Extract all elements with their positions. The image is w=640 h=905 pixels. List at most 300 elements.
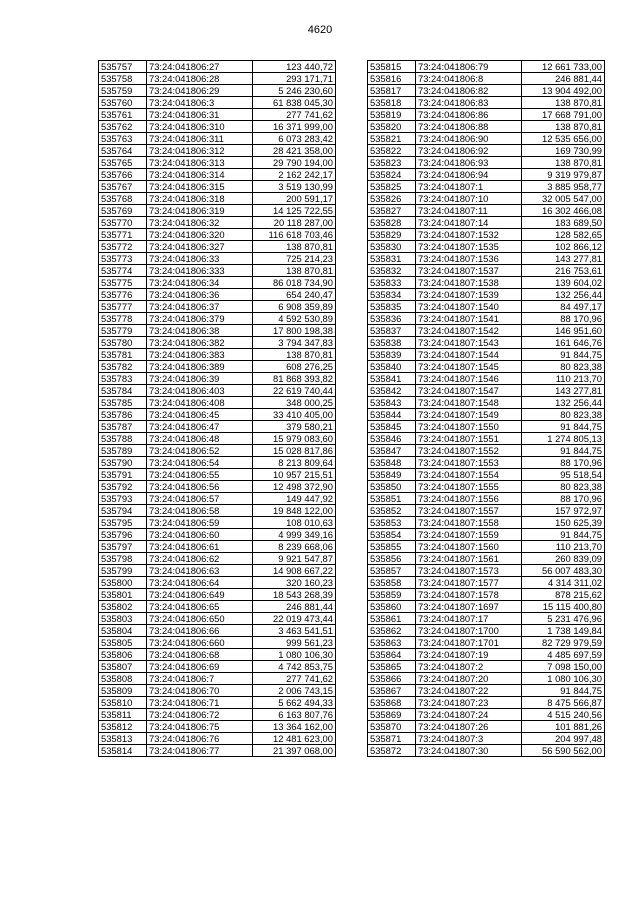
cadastral-number: 73:24:041807:1573 bbox=[416, 565, 522, 577]
table-row bbox=[368, 253, 605, 265]
row-number: 535829 bbox=[368, 229, 416, 241]
cadastral-value: 1 274 805,13 bbox=[522, 433, 605, 445]
table-row bbox=[99, 541, 336, 553]
cadastral-value: 80 823,38 bbox=[522, 481, 605, 493]
table-row bbox=[368, 457, 605, 469]
cadastral-number: 73:24:041807:17 bbox=[416, 613, 522, 625]
cadastral-value: 654 240,47 bbox=[253, 289, 336, 301]
cadastral-value: 8 213 809,64 bbox=[253, 457, 336, 469]
cadastral-value: 7 098 150,00 bbox=[522, 661, 605, 673]
cadastral-number: 73:24:041807:1547 bbox=[416, 385, 522, 397]
cadastral-value: 12 661 733,00 bbox=[522, 61, 605, 73]
cadastral-number: 73:24:041807:1532 bbox=[416, 229, 522, 241]
cadastral-number: 73:24:041807:24 bbox=[416, 709, 522, 721]
row-number: 535841 bbox=[368, 373, 416, 385]
cadastral-number: 73:24:041806:92 bbox=[416, 145, 522, 157]
table-row bbox=[368, 385, 605, 397]
cadastral-value: 161 646,76 bbox=[522, 337, 605, 349]
table-row bbox=[99, 589, 336, 601]
row-number: 535820 bbox=[368, 121, 416, 133]
cadastral-number: 73:24:041807:1541 bbox=[416, 313, 522, 325]
row-number: 535760 bbox=[99, 97, 147, 109]
row-number: 535832 bbox=[368, 265, 416, 277]
cadastral-value: 61 838 045,30 bbox=[253, 97, 336, 109]
row-number: 535759 bbox=[99, 85, 147, 97]
row-number: 535767 bbox=[99, 181, 147, 193]
cadastral-value: 80 823,38 bbox=[522, 409, 605, 421]
row-number: 535762 bbox=[99, 121, 147, 133]
cadastral-number: 73:24:041806:47 bbox=[147, 421, 253, 433]
row-number: 535870 bbox=[368, 721, 416, 733]
cadastral-number: 73:24:041807:1538 bbox=[416, 277, 522, 289]
cadastral-value: 277 741,62 bbox=[253, 109, 336, 121]
table-row bbox=[99, 469, 336, 481]
cadastral-number: 73:24:041806:70 bbox=[147, 685, 253, 697]
cadastral-value: 17 668 791,00 bbox=[522, 109, 605, 121]
cadastral-value: 12 498 372,90 bbox=[253, 481, 336, 493]
cadastral-value: 108 010,63 bbox=[253, 517, 336, 529]
table-row bbox=[99, 145, 336, 157]
cadastral-value: 4 592 530,89 bbox=[253, 313, 336, 325]
cadastral-value: 246 881,44 bbox=[253, 601, 336, 613]
row-number: 535836 bbox=[368, 313, 416, 325]
cadastral-value: 6 163 807,76 bbox=[253, 709, 336, 721]
cadastral-value: 9 921 547,87 bbox=[253, 553, 336, 565]
cadastral-value: 95 518,54 bbox=[522, 469, 605, 481]
table-row bbox=[368, 313, 605, 325]
cadastral-number: 73:24:041807:1540 bbox=[416, 301, 522, 313]
table-row bbox=[99, 685, 336, 697]
cadastral-number: 73:24:041806:59 bbox=[147, 517, 253, 529]
cadastral-value: 13 904 492,00 bbox=[522, 85, 605, 97]
cadastral-number: 73:24:041806:31 bbox=[147, 109, 253, 121]
cadastral-number: 73:24:041806:7 bbox=[147, 673, 253, 685]
cadastral-number: 73:24:041807:10 bbox=[416, 193, 522, 205]
cadastral-number: 73:24:041807:20 bbox=[416, 673, 522, 685]
table-row bbox=[368, 121, 605, 133]
table-row bbox=[368, 337, 605, 349]
cadastral-value: 88 170,96 bbox=[522, 457, 605, 469]
cadastral-number: 73:24:041806:71 bbox=[147, 697, 253, 709]
cadastral-number: 73:24:041807:1554 bbox=[416, 469, 522, 481]
table-row bbox=[368, 397, 605, 409]
cadastral-value: 348 000,25 bbox=[253, 397, 336, 409]
row-number: 535865 bbox=[368, 661, 416, 673]
cadastral-number: 73:24:041807:1697 bbox=[416, 601, 522, 613]
cadastral-number: 73:24:041807:1555 bbox=[416, 481, 522, 493]
cadastral-number: 73:24:041807:1552 bbox=[416, 445, 522, 457]
cadastral-number: 73:24:041806:66 bbox=[147, 625, 253, 637]
cadastral-value: 132 256,44 bbox=[522, 397, 605, 409]
cadastral-value: 379 580,21 bbox=[253, 421, 336, 433]
cadastral-number: 73:24:041806:319 bbox=[147, 205, 253, 217]
row-number: 535839 bbox=[368, 349, 416, 361]
cadastral-value: 132 256,44 bbox=[522, 289, 605, 301]
table-row bbox=[368, 613, 605, 625]
table-row bbox=[99, 493, 336, 505]
table-row bbox=[99, 193, 336, 205]
row-number: 535864 bbox=[368, 649, 416, 661]
table-row bbox=[368, 433, 605, 445]
table-row bbox=[368, 625, 605, 637]
cadastral-value: 88 170,96 bbox=[522, 493, 605, 505]
cadastral-number: 73:24:041807:1542 bbox=[416, 325, 522, 337]
row-number: 535850 bbox=[368, 481, 416, 493]
row-number: 535823 bbox=[368, 157, 416, 169]
row-number: 535863 bbox=[368, 637, 416, 649]
table-row bbox=[99, 325, 336, 337]
table-row bbox=[99, 133, 336, 145]
row-number: 535819 bbox=[368, 109, 416, 121]
cadastral-number: 73:24:041806:403 bbox=[147, 385, 253, 397]
cadastral-value: 10 957 215,51 bbox=[253, 469, 336, 481]
table-row bbox=[368, 577, 605, 589]
table-row bbox=[99, 373, 336, 385]
cadastral-value: 110 213,70 bbox=[522, 541, 605, 553]
cadastral-number: 73:24:041806:379 bbox=[147, 313, 253, 325]
table-row bbox=[99, 421, 336, 433]
table-row bbox=[368, 157, 605, 169]
cadastral-number: 73:24:041806:48 bbox=[147, 433, 253, 445]
row-number: 535782 bbox=[99, 361, 147, 373]
row-number: 535814 bbox=[99, 745, 147, 757]
row-number: 535845 bbox=[368, 421, 416, 433]
row-number: 535807 bbox=[99, 661, 147, 673]
cadastral-number: 73:24:041807:1560 bbox=[416, 541, 522, 553]
cadastral-number: 73:24:041807:1561 bbox=[416, 553, 522, 565]
table-row bbox=[368, 697, 605, 709]
cadastral-number: 73:24:041807:1551 bbox=[416, 433, 522, 445]
table-row bbox=[99, 601, 336, 613]
cadastral-number: 73:24:041807:1701 bbox=[416, 637, 522, 649]
cadastral-number: 73:24:041806:60 bbox=[147, 529, 253, 541]
row-number: 535854 bbox=[368, 529, 416, 541]
table-row bbox=[99, 433, 336, 445]
cadastral-number: 73:24:041806:86 bbox=[416, 109, 522, 121]
table-row bbox=[99, 109, 336, 121]
cadastral-number: 73:24:041806:310 bbox=[147, 121, 253, 133]
cadastral-number: 73:24:041806:64 bbox=[147, 577, 253, 589]
table-row bbox=[99, 253, 336, 265]
row-number: 535797 bbox=[99, 541, 147, 553]
row-number: 535806 bbox=[99, 649, 147, 661]
cadastral-number: 73:24:041806:45 bbox=[147, 409, 253, 421]
cadastral-value: 17 800 198,38 bbox=[253, 325, 336, 337]
cadastral-value: 84 497,17 bbox=[522, 301, 605, 313]
row-number: 535771 bbox=[99, 229, 147, 241]
cadastral-value: 86 018 734,90 bbox=[253, 277, 336, 289]
cadastral-number: 73:24:041806:65 bbox=[147, 601, 253, 613]
cadastral-value: 138 870,81 bbox=[253, 349, 336, 361]
cadastral-number: 73:24:041807:26 bbox=[416, 721, 522, 733]
table-row bbox=[99, 565, 336, 577]
cadastral-number: 73:24:041807:1535 bbox=[416, 241, 522, 253]
cadastral-number: 73:24:041807:1700 bbox=[416, 625, 522, 637]
row-number: 535817 bbox=[368, 85, 416, 97]
table-row bbox=[368, 205, 605, 217]
cadastral-number: 73:24:041806:320 bbox=[147, 229, 253, 241]
cadastral-number: 73:24:041806:34 bbox=[147, 277, 253, 289]
cadastral-value: 22 619 740,44 bbox=[253, 385, 336, 397]
table-row bbox=[99, 733, 336, 745]
cadastral-number: 73:24:041806:37 bbox=[147, 301, 253, 313]
row-number: 535855 bbox=[368, 541, 416, 553]
row-number: 535781 bbox=[99, 349, 147, 361]
row-number: 535780 bbox=[99, 337, 147, 349]
cadastral-value: 169 730,99 bbox=[522, 145, 605, 157]
row-number: 535802 bbox=[99, 601, 147, 613]
row-number: 535791 bbox=[99, 469, 147, 481]
cadastral-value: 725 214,23 bbox=[253, 253, 336, 265]
row-number: 535803 bbox=[99, 613, 147, 625]
cadastral-number: 73:24:041806:408 bbox=[147, 397, 253, 409]
cadastral-value: 293 171,71 bbox=[253, 73, 336, 85]
cadastral-value: 143 277,81 bbox=[522, 385, 605, 397]
cadastral-value: 216 753,61 bbox=[522, 265, 605, 277]
cadastral-number: 73:24:041806:88 bbox=[416, 121, 522, 133]
cadastral-number: 73:24:041807:3 bbox=[416, 733, 522, 745]
cadastral-value: 14 125 722,55 bbox=[253, 205, 336, 217]
right-register-table bbox=[367, 60, 605, 757]
cadastral-number: 73:24:041806:58 bbox=[147, 505, 253, 517]
right-table-body bbox=[368, 61, 605, 757]
table-row bbox=[368, 349, 605, 361]
cadastral-number: 73:24:041806:27 bbox=[147, 61, 253, 73]
cadastral-value: 20 118 287,00 bbox=[253, 217, 336, 229]
cadastral-value: 200 591,17 bbox=[253, 193, 336, 205]
table-row bbox=[99, 289, 336, 301]
row-number: 535838 bbox=[368, 337, 416, 349]
left-table-body bbox=[99, 61, 336, 757]
table-row bbox=[368, 481, 605, 493]
cadastral-value: 56 007 483,30 bbox=[522, 565, 605, 577]
row-number: 535769 bbox=[99, 205, 147, 217]
cadastral-number: 73:24:041806:68 bbox=[147, 649, 253, 661]
cadastral-number: 73:24:041806:94 bbox=[416, 169, 522, 181]
table-row bbox=[99, 85, 336, 97]
cadastral-number: 73:24:041806:8 bbox=[416, 73, 522, 85]
table-row bbox=[99, 121, 336, 133]
table-row bbox=[368, 649, 605, 661]
row-number: 535766 bbox=[99, 169, 147, 181]
page-number: 4620 bbox=[307, 24, 333, 36]
table-row bbox=[368, 469, 605, 481]
cadastral-value: 22 019 473,44 bbox=[253, 613, 336, 625]
table-row bbox=[368, 241, 605, 253]
row-number: 535790 bbox=[99, 457, 147, 469]
table-row bbox=[368, 421, 605, 433]
cadastral-number: 73:24:041806:39 bbox=[147, 373, 253, 385]
table-row bbox=[99, 481, 336, 493]
cadastral-number: 73:24:041807:1548 bbox=[416, 397, 522, 409]
table-row bbox=[368, 145, 605, 157]
row-number: 535831 bbox=[368, 253, 416, 265]
cadastral-number: 73:24:041806:93 bbox=[416, 157, 522, 169]
row-number: 535834 bbox=[368, 289, 416, 301]
cadastral-value: 1 738 149,84 bbox=[522, 625, 605, 637]
row-number: 535786 bbox=[99, 409, 147, 421]
cadastral-value: 81 868 393,82 bbox=[253, 373, 336, 385]
cadastral-number: 73:24:041806:312 bbox=[147, 145, 253, 157]
cadastral-number: 73:24:041806:62 bbox=[147, 553, 253, 565]
table-row bbox=[99, 649, 336, 661]
row-number: 535779 bbox=[99, 325, 147, 337]
row-number: 535783 bbox=[99, 373, 147, 385]
row-number: 535859 bbox=[368, 589, 416, 601]
table-row bbox=[99, 457, 336, 469]
cadastral-number: 73:24:041806:61 bbox=[147, 541, 253, 553]
table-row bbox=[368, 601, 605, 613]
table-row bbox=[99, 73, 336, 85]
cadastral-number: 73:24:041806:389 bbox=[147, 361, 253, 373]
row-number: 535857 bbox=[368, 565, 416, 577]
table-row bbox=[99, 721, 336, 733]
row-number: 535821 bbox=[368, 133, 416, 145]
cadastral-number: 73:24:041806:79 bbox=[416, 61, 522, 73]
cadastral-value: 143 277,81 bbox=[522, 253, 605, 265]
cadastral-value: 14 908 667,22 bbox=[253, 565, 336, 577]
cadastral-value: 8 239 668,06 bbox=[253, 541, 336, 553]
table-row bbox=[368, 85, 605, 97]
row-number: 535853 bbox=[368, 517, 416, 529]
cadastral-number: 73:24:041807:2 bbox=[416, 661, 522, 673]
cadastral-number: 73:24:041806:311 bbox=[147, 133, 253, 145]
cadastral-value: 4 742 853,75 bbox=[253, 661, 336, 673]
row-number: 535869 bbox=[368, 709, 416, 721]
row-number: 535816 bbox=[368, 73, 416, 85]
row-number: 535840 bbox=[368, 361, 416, 373]
cadastral-value: 91 844,75 bbox=[522, 445, 605, 457]
row-number: 535798 bbox=[99, 553, 147, 565]
row-number: 535833 bbox=[368, 277, 416, 289]
table-row bbox=[368, 661, 605, 673]
cadastral-value: 2 006 743,15 bbox=[253, 685, 336, 697]
table-row bbox=[368, 277, 605, 289]
row-number: 535812 bbox=[99, 721, 147, 733]
row-number: 535828 bbox=[368, 217, 416, 229]
row-number: 535856 bbox=[368, 553, 416, 565]
cadastral-number: 73:24:041806:660 bbox=[147, 637, 253, 649]
row-number: 535809 bbox=[99, 685, 147, 697]
cadastral-value: 3 463 541,51 bbox=[253, 625, 336, 637]
table-row bbox=[368, 325, 605, 337]
table-row bbox=[99, 697, 336, 709]
cadastral-number: 73:24:041807:1537 bbox=[416, 265, 522, 277]
row-number: 535867 bbox=[368, 685, 416, 697]
table-row bbox=[368, 565, 605, 577]
cadastral-value: 4 999 349,16 bbox=[253, 529, 336, 541]
cadastral-number: 73:24:041806:3 bbox=[147, 97, 253, 109]
cadastral-value: 5 662 494,33 bbox=[253, 697, 336, 709]
row-number: 535810 bbox=[99, 697, 147, 709]
row-number: 535799 bbox=[99, 565, 147, 577]
table-row bbox=[368, 265, 605, 277]
row-number: 535758 bbox=[99, 73, 147, 85]
table-row bbox=[368, 97, 605, 109]
table-row bbox=[368, 229, 605, 241]
row-number: 535813 bbox=[99, 733, 147, 745]
row-number: 535824 bbox=[368, 169, 416, 181]
table-row bbox=[368, 517, 605, 529]
table-row bbox=[99, 157, 336, 169]
row-number: 535830 bbox=[368, 241, 416, 253]
cadastral-value: 91 844,75 bbox=[522, 685, 605, 697]
cadastral-value: 29 790 194,00 bbox=[253, 157, 336, 169]
row-number: 535793 bbox=[99, 493, 147, 505]
cadastral-value: 16 302 466,08 bbox=[522, 205, 605, 217]
cadastral-number: 73:24:041806:75 bbox=[147, 721, 253, 733]
row-number: 535842 bbox=[368, 385, 416, 397]
cadastral-value: 878 215,62 bbox=[522, 589, 605, 601]
cadastral-value: 138 870,81 bbox=[253, 265, 336, 277]
cadastral-value: 33 410 405,00 bbox=[253, 409, 336, 421]
table-row bbox=[99, 397, 336, 409]
cadastral-value: 15 028 817,86 bbox=[253, 445, 336, 457]
table-row bbox=[368, 637, 605, 649]
cadastral-value: 3 794 347,83 bbox=[253, 337, 336, 349]
row-number: 535777 bbox=[99, 301, 147, 313]
cadastral-number: 73:24:041807:19 bbox=[416, 649, 522, 661]
table-row bbox=[368, 73, 605, 85]
table-row bbox=[99, 313, 336, 325]
table-row bbox=[99, 445, 336, 457]
table-row bbox=[368, 541, 605, 553]
cadastral-value: 12 481 623,00 bbox=[253, 733, 336, 745]
table-row bbox=[368, 373, 605, 385]
cadastral-value: 91 844,75 bbox=[522, 529, 605, 541]
cadastral-number: 73:24:041806:33 bbox=[147, 253, 253, 265]
table-row bbox=[99, 361, 336, 373]
cadastral-value: 5 246 230,60 bbox=[253, 85, 336, 97]
row-number: 535861 bbox=[368, 613, 416, 625]
table-row bbox=[99, 265, 336, 277]
cadastral-number: 73:24:041806:318 bbox=[147, 193, 253, 205]
row-number: 535761 bbox=[99, 109, 147, 121]
table-row bbox=[368, 529, 605, 541]
cadastral-value: 91 844,75 bbox=[522, 349, 605, 361]
table-row bbox=[99, 337, 336, 349]
row-number: 535872 bbox=[368, 745, 416, 757]
cadastral-value: 91 844,75 bbox=[522, 421, 605, 433]
table-row bbox=[99, 169, 336, 181]
cadastral-value: 6 908 359,89 bbox=[253, 301, 336, 313]
cadastral-value: 4 485 697,59 bbox=[522, 649, 605, 661]
row-number: 535775 bbox=[99, 277, 147, 289]
cadastral-number: 73:24:041807:1549 bbox=[416, 409, 522, 421]
table-row bbox=[368, 685, 605, 697]
row-number: 535788 bbox=[99, 433, 147, 445]
row-number: 535835 bbox=[368, 301, 416, 313]
cadastral-value: 12 535 656,00 bbox=[522, 133, 605, 145]
table-row bbox=[99, 205, 336, 217]
cadastral-number: 73:24:041806:69 bbox=[147, 661, 253, 673]
row-number: 535776 bbox=[99, 289, 147, 301]
table-row bbox=[368, 169, 605, 181]
row-number: 535849 bbox=[368, 469, 416, 481]
row-number: 535843 bbox=[368, 397, 416, 409]
row-number: 535785 bbox=[99, 397, 147, 409]
table-row bbox=[99, 505, 336, 517]
cadastral-number: 73:24:041807:1539 bbox=[416, 289, 522, 301]
table-row bbox=[99, 577, 336, 589]
cadastral-value: 183 689,50 bbox=[522, 217, 605, 229]
table-row bbox=[368, 409, 605, 421]
cadastral-number: 73:24:041806:36 bbox=[147, 289, 253, 301]
cadastral-number: 73:24:041807:1536 bbox=[416, 253, 522, 265]
row-number: 535765 bbox=[99, 157, 147, 169]
cadastral-value: 277 741,62 bbox=[253, 673, 336, 685]
row-number: 535796 bbox=[99, 529, 147, 541]
